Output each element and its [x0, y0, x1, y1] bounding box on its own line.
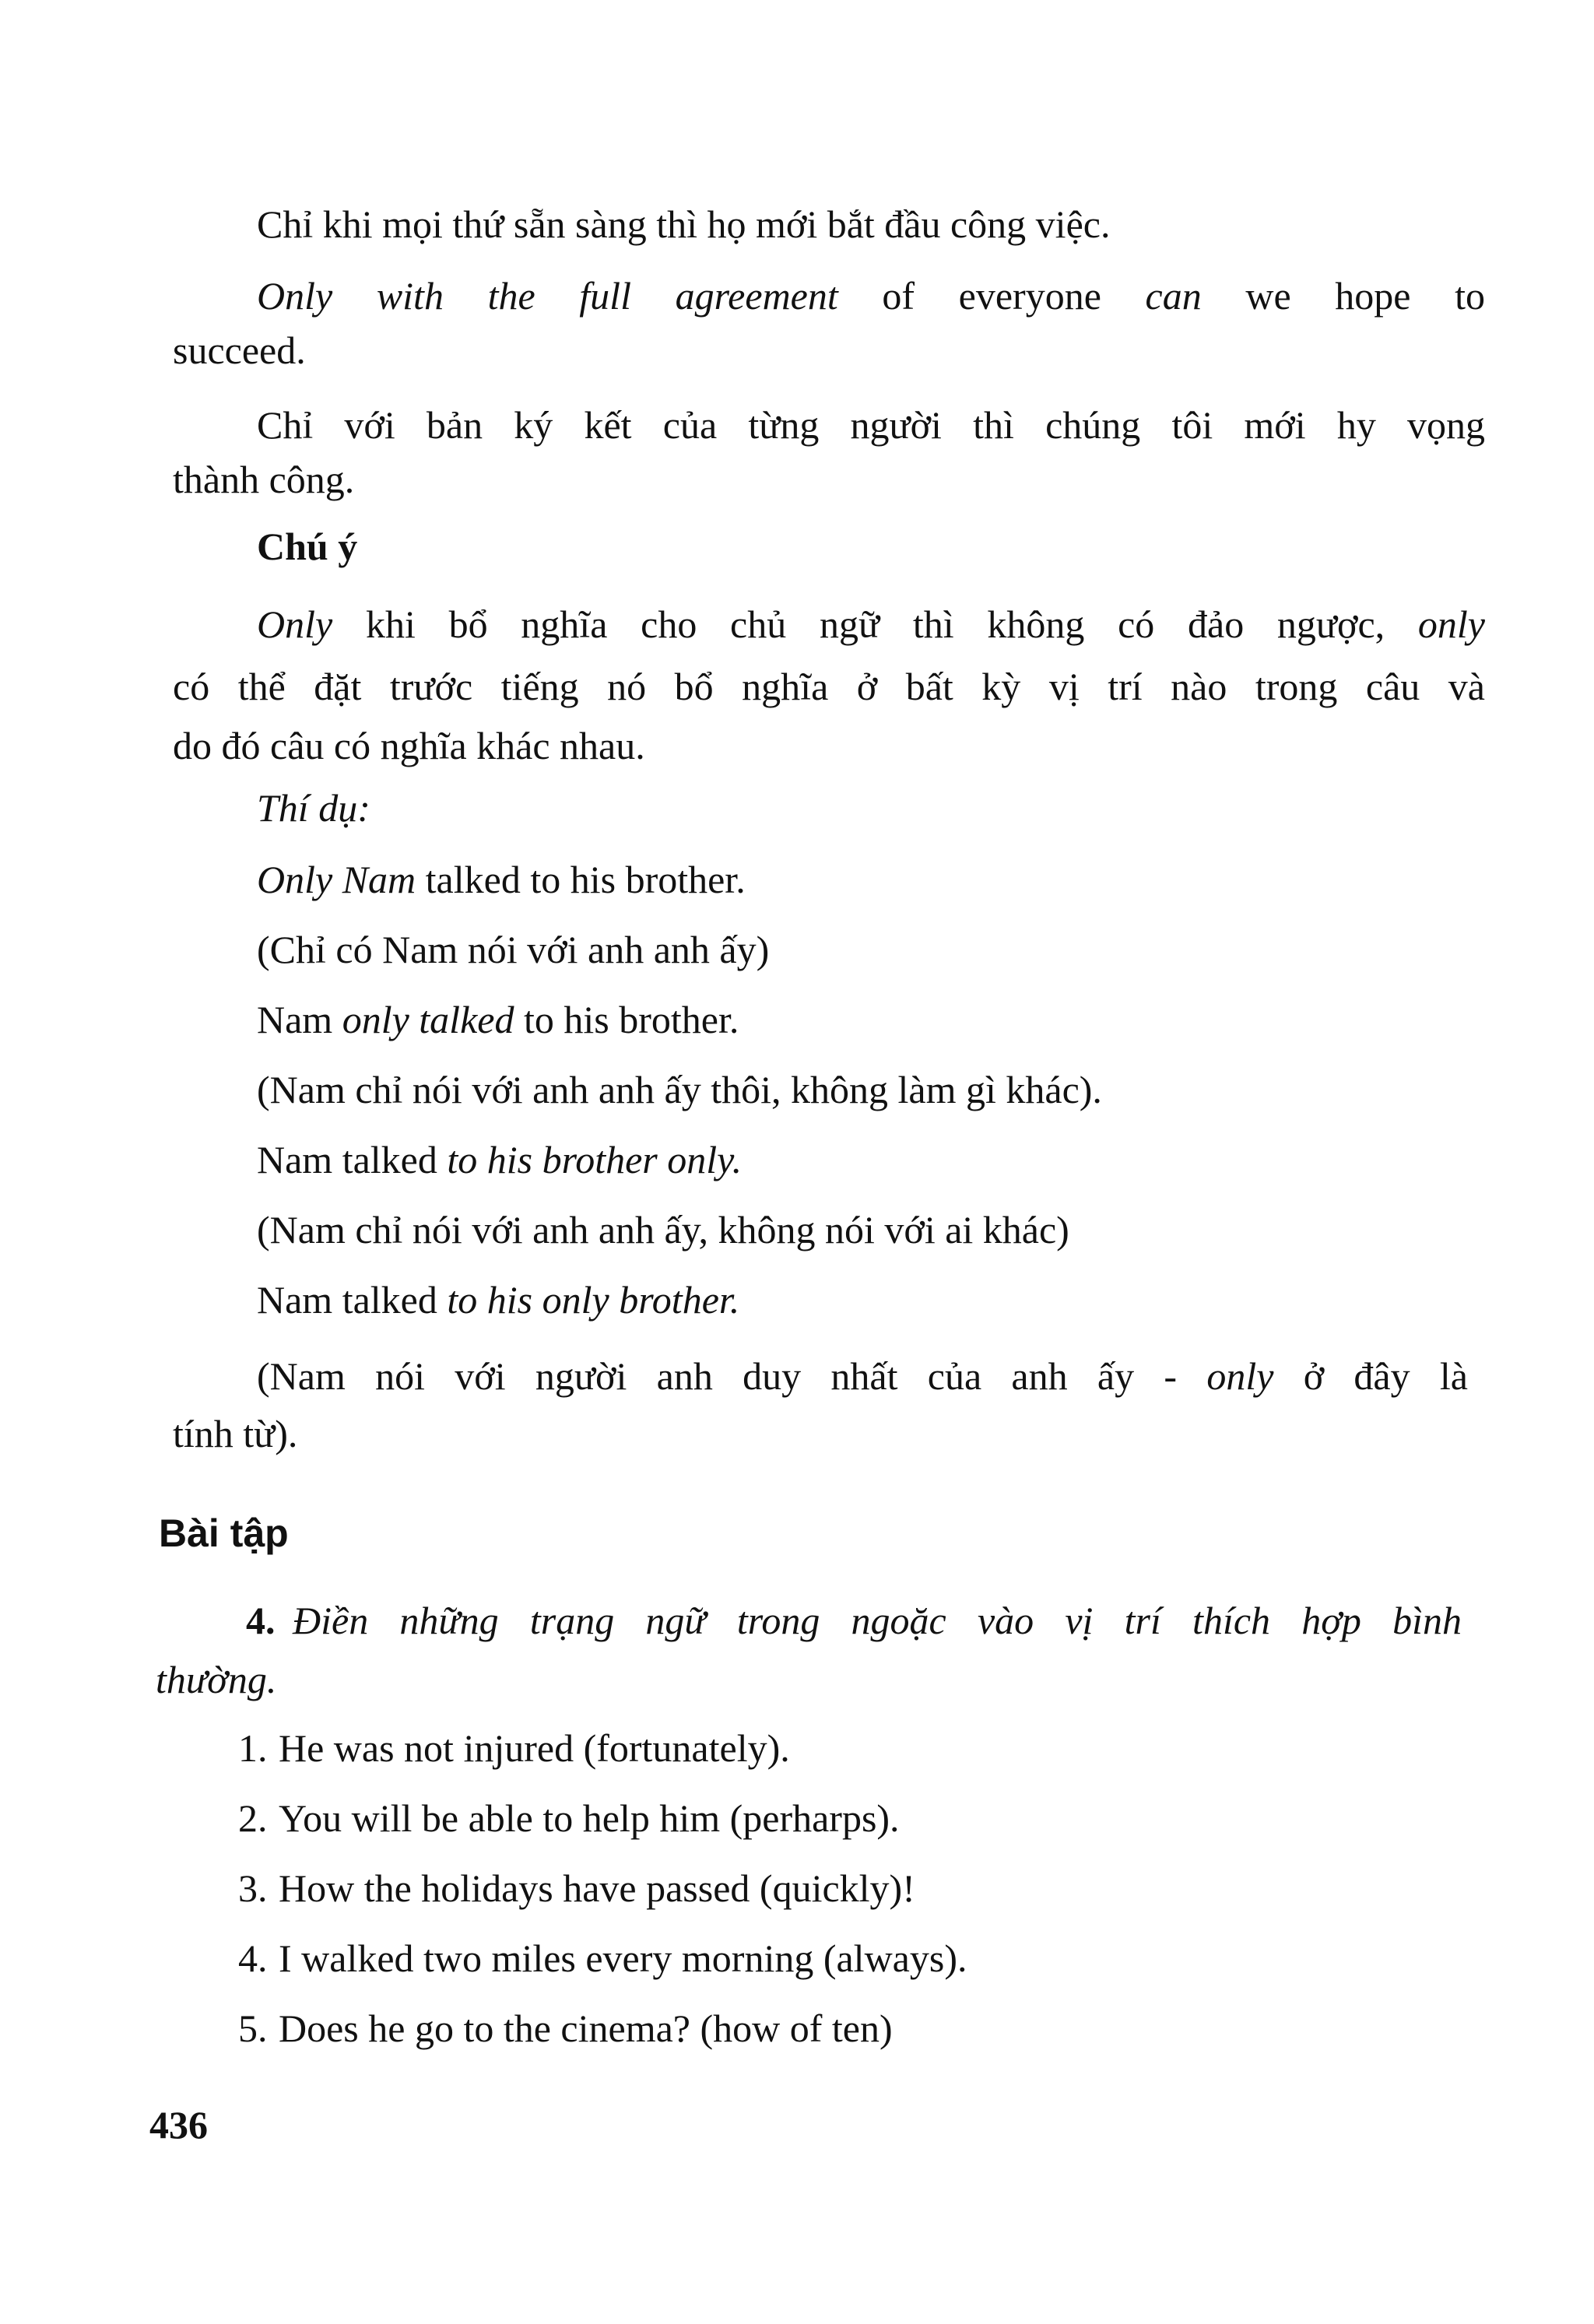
example-line	[257, 1353, 1468, 1399]
text: we hope to	[1201, 274, 1485, 318]
item-number: 5.	[238, 2006, 268, 2050]
example-line	[257, 926, 769, 973]
text: 4.	[246, 1599, 276, 1642]
text-italic: can	[1145, 274, 1202, 318]
example-line-cont	[173, 1410, 297, 1457]
text: succeed.	[173, 328, 306, 372]
page-number: 436	[149, 2103, 208, 2147]
exercise-instruction-cont	[156, 1656, 276, 1703]
text: (Nam nói với người anh duy nhất của anh ấy -	[257, 1354, 1207, 1398]
exercise-number	[246, 1597, 276, 1644]
text: do đó câu có nghĩa khác nhau.	[173, 724, 645, 767]
item-number: 4.	[238, 1936, 268, 1980]
translation-line-cont	[173, 456, 354, 503]
text: Chú ý	[257, 525, 358, 568]
text: tính từ).	[173, 1412, 298, 1455]
text: Nam talked	[257, 1138, 448, 1181]
text: ở đây là	[1273, 1354, 1468, 1398]
note-paragraph-line	[257, 601, 1485, 648]
item-number: 1.	[238, 1726, 268, 1770]
text: (Chỉ có Nam nói với anh anh ấy)	[257, 928, 770, 971]
text: Chỉ với bản ký kết của từng người thì chúng tôi mới hy vọng	[257, 403, 1485, 447]
text-italic: Only	[257, 602, 333, 646]
translation-line	[257, 402, 1485, 448]
sentence-translation	[257, 201, 1110, 247]
item-number: 2.	[238, 1796, 268, 1840]
text: thành công.	[173, 458, 355, 501]
item-text: He was not injured (fortunately).	[279, 1726, 790, 1770]
exercise-instruction	[293, 1597, 1462, 1644]
item-text: I walked two miles every morning (always).	[279, 1936, 967, 1980]
text: Thí dụ:	[257, 786, 370, 830]
example-line	[257, 856, 746, 903]
example-line	[257, 1066, 1102, 1113]
example-sentence-cont	[173, 327, 306, 374]
text-italic: only	[1417, 602, 1485, 646]
item-number: 3.	[238, 1866, 268, 1910]
text: thường.	[156, 1658, 277, 1701]
note-title	[257, 523, 357, 570]
text: khi bổ nghĩa cho chủ ngữ thì không có đảo ngược,	[332, 602, 1418, 646]
example-line	[257, 996, 739, 1043]
text: Bài tập	[159, 1511, 289, 1555]
text-italic: Only Nam	[257, 858, 416, 901]
note-paragraph-line	[173, 663, 1485, 710]
text-italic: Only with the full agreement	[257, 274, 838, 318]
note-paragraph-line	[173, 722, 645, 769]
text: (Nam chỉ nói với anh anh ấy, không nói với ai khác)	[257, 1208, 1069, 1252]
item-text: How the holidays have passed (quickly)!	[279, 1866, 915, 1910]
text: Nam talked	[257, 1278, 448, 1322]
text: có thể đặt trước tiếng nó bổ nghĩa ở bất kỳ vị trí nào trong câu và	[173, 665, 1485, 708]
text-italic: to his only brother.	[447, 1278, 740, 1322]
example-label	[257, 785, 370, 831]
example-line	[257, 1136, 742, 1183]
text: Chỉ khi mọi thứ sẵn sàng thì họ mới bắt đầu công việc.	[257, 202, 1111, 246]
text: to his brother.	[514, 998, 739, 1041]
example-sentence	[257, 272, 1485, 319]
text: Nam	[257, 998, 342, 1041]
text: Điền những trạng ngữ trong ngoặc vào vị trí thích hợp bình	[293, 1599, 1462, 1642]
item-text: Does he go to the cinema? (how of ten)	[279, 2006, 893, 2050]
text: (Nam chỉ nói với anh anh ấy thôi, không làm gì khác).	[257, 1068, 1102, 1111]
example-line	[257, 1276, 739, 1323]
exercise-heading	[159, 1510, 289, 1557]
text: of everyone	[837, 274, 1146, 318]
text-italic: to his brother only.	[447, 1138, 743, 1181]
text: talked to his brother.	[416, 858, 746, 901]
item-text: You will be able to help him (perharps).	[279, 1796, 900, 1840]
example-line	[257, 1206, 1069, 1253]
text-italic: only talked	[342, 998, 514, 1041]
text-italic: only	[1206, 1354, 1274, 1398]
